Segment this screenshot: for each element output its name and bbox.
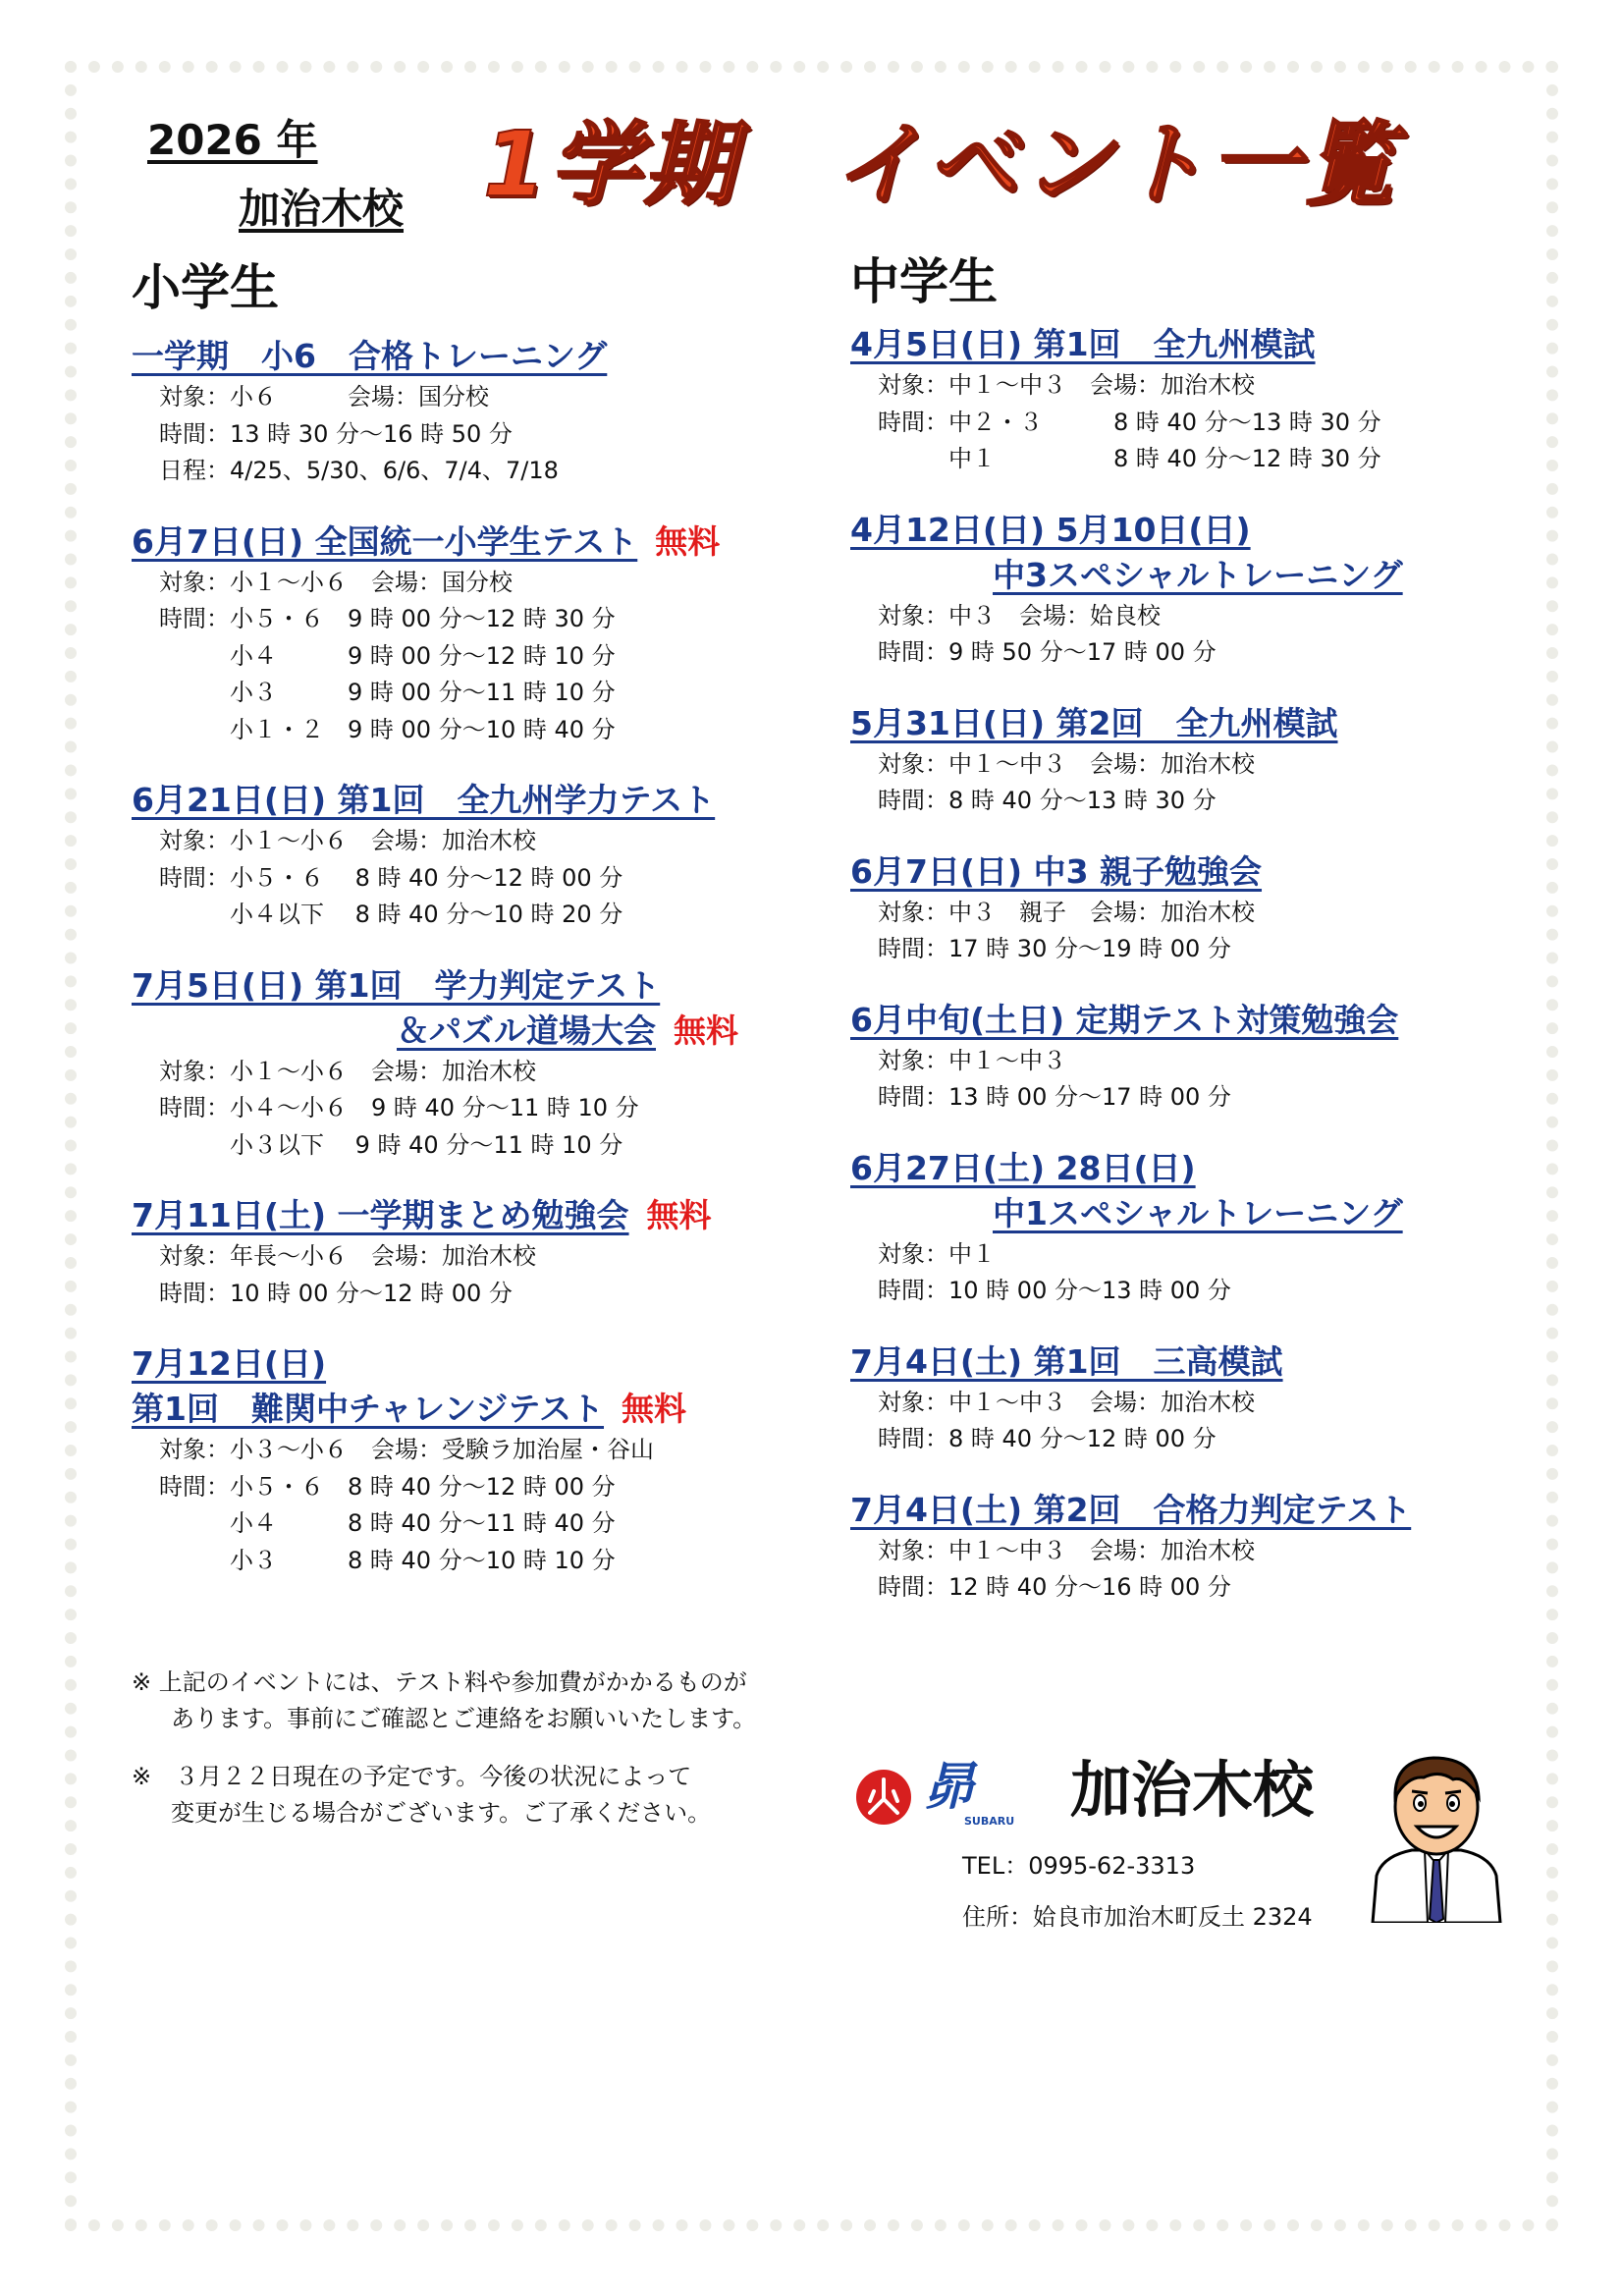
event-detail: 対象：小１～小６ 会場：国分校 — [159, 568, 513, 596]
event-detail: 中１ 8 時 40 分～12 時 30 分 — [878, 445, 1381, 472]
event-detail: 対象：中３ 親子 会場：加治木校 — [878, 898, 1255, 926]
event-title-text: 中1スペシャルトレーニング — [993, 1193, 1403, 1232]
event-detail: 小３以下 9 時 40 分～11 時 10 分 — [159, 1130, 623, 1159]
event-item — [850, 849, 1557, 968]
event-detail: 時間：小４～小６ 9 時 40 分～11 時 10 分 — [159, 1094, 639, 1121]
notes — [132, 1665, 819, 1853]
event-detail: 対象：中３ 会場：姶良校 — [878, 601, 1161, 629]
event-title — [850, 1146, 1557, 1191]
event-title — [132, 1009, 839, 1054]
teacher-mascot-icon — [1363, 1746, 1510, 1923]
phone-number: TEL：0995-62-3313 — [962, 1852, 1196, 1880]
event-detail: 対象：中１～中３ 会場：加治木校 — [878, 749, 1255, 778]
free-badge: 無料 — [646, 1196, 712, 1234]
event-item — [850, 1488, 1557, 1607]
event-title — [850, 998, 1557, 1043]
event-title — [850, 1339, 1557, 1385]
note-item — [132, 1759, 819, 1831]
event-title-text: 5月31日(日) 第2回 全九州模試 — [850, 703, 1338, 742]
event-detail: 時間：10 時 00 分～12 時 00 分 — [159, 1279, 513, 1307]
event-detail: 小３ 8 時 40 分～10 時 10 分 — [159, 1546, 616, 1574]
event-title-text: 7月4日(土) 第2回 合格力判定テスト — [850, 1490, 1412, 1529]
event-detail: 対象：中１～中３ 会場：加治木校 — [878, 1388, 1255, 1416]
event-item — [132, 334, 839, 490]
event-title — [132, 963, 839, 1009]
logo-text: 昴 — [923, 1758, 975, 1817]
event-detail: 対象：中１～中３ — [878, 1046, 1066, 1074]
event-detail: 時間：17 時 30 分～19 時 00 分 — [878, 935, 1231, 962]
event-title-text: 一学期 小6 合格トレーニング — [132, 337, 608, 375]
event-item — [850, 701, 1557, 820]
event-detail: 小３ 9 時 00 分～11 時 10 分 — [159, 679, 616, 706]
event-title-text: 6月7日(日) 全国統一小学生テスト — [132, 521, 638, 561]
event-title — [132, 334, 839, 379]
event-title — [850, 553, 1557, 598]
event-title-text: 6月21日(日) 第1回 全九州学力テスト — [132, 781, 716, 819]
event-title — [850, 1191, 1557, 1236]
free-badge: 無料 — [655, 521, 721, 561]
event-title-text: 第1回 難関中チャレンジテスト — [132, 1390, 605, 1428]
event-title-text: 6月中旬(土日) 定期テスト対策勉強会 — [850, 1000, 1399, 1039]
event-title — [850, 701, 1557, 746]
event-detail: 時間：中２・３ 8 時 40 分～13 時 30 分 — [878, 408, 1381, 436]
event-detail: 対象：小３～小６ 会場：受験ラ加治屋・谷山 — [159, 1436, 654, 1463]
event-item — [850, 998, 1557, 1117]
school-name: 加治木校 — [1070, 1754, 1315, 1826]
event-title-text: 中3スペシャルトレーニング — [993, 555, 1403, 594]
event-detail: 時間：13 時 00 分～17 時 00 分 — [878, 1083, 1231, 1111]
event-detail: 対象：中１～中３ 会場：加治木校 — [878, 1536, 1255, 1564]
junior-high-events — [850, 322, 1557, 1636]
event-detail: 時間：12 時 40 分～16 時 00 分 — [878, 1573, 1231, 1601]
event-title-text: 6月7日(日) 中3 親子勉強会 — [850, 851, 1263, 891]
logo-subtext: SUBARU — [964, 1815, 1015, 1828]
note-item — [132, 1665, 819, 1737]
header-year: 2026 年 — [147, 116, 318, 164]
event-detail: 対象：中１～中３ 会場：加治木校 — [878, 371, 1255, 399]
event-item — [132, 1193, 839, 1312]
event-item — [132, 1341, 839, 1579]
event-detail: 時間：10 時 00 分～13 時 00 分 — [878, 1277, 1231, 1304]
event-detail: 時間：9 時 50 分～17 時 00 分 — [878, 638, 1217, 666]
subaru-logo-icon — [856, 1770, 911, 1825]
elementary-heading: 小学生 — [132, 259, 279, 316]
event-detail: 時間：8 時 40 分～13 時 30 分 — [878, 787, 1217, 814]
event-title-text: 7月12日(日) — [132, 1344, 327, 1383]
event-detail: 時間：小５・６ 8 時 40 分～12 時 00 分 — [159, 1472, 616, 1501]
free-badge: 無料 — [674, 1011, 738, 1050]
event-title — [850, 849, 1557, 895]
event-item — [132, 778, 839, 934]
event-detail: 時間：小５・６ 8 時 40 分～12 時 00 分 — [159, 863, 623, 892]
event-title — [850, 508, 1557, 553]
event-detail: 対象：年長～小６ 会場：加治木校 — [159, 1242, 536, 1270]
event-detail: 対象：中１ — [878, 1239, 996, 1268]
event-title-text: 7月4日(土) 第1回 三高模試 — [850, 1341, 1283, 1381]
event-detail: 小４以下 8 時 40 分～10 時 20 分 — [159, 901, 623, 928]
note-line: ※ ３月２２日現在の予定です。今後の状況によって — [132, 1763, 692, 1790]
event-title-text: 7月5日(日) 第1回 学力判定テスト — [132, 965, 661, 1005]
event-title — [850, 1488, 1557, 1533]
junior-high-heading: 中学生 — [850, 253, 998, 310]
event-title-text: 4月5日(日) 第1回 全九州模試 — [850, 325, 1316, 363]
event-detail: 日程：4/25、5/30、6/6、7/4、7/18 — [159, 457, 559, 484]
event-item — [850, 508, 1557, 672]
event-detail: 小４ 9 時 00 分～12 時 10 分 — [159, 641, 616, 670]
event-item — [850, 1339, 1557, 1458]
event-detail: 時間：小５・６ 9 時 00 分～12 時 30 分 — [159, 605, 616, 632]
note-line: あります。事前にご確認とご連絡をお願いいたします。 — [171, 1705, 757, 1732]
event-title-text: 7月11日(土) 一学期まとめ勉強会 — [132, 1196, 629, 1234]
event-title — [132, 778, 839, 823]
event-title-text: ＆パズル道場大会 — [397, 1011, 656, 1050]
event-detail: 対象：小６ 会場：国分校 — [159, 383, 489, 410]
event-item — [132, 519, 839, 749]
page-title: 1学期 イベント一覧 — [483, 112, 1399, 217]
header-school: 加治木校 — [239, 185, 405, 233]
event-detail: 時間：13 時 30 分～16 時 50 分 — [159, 419, 513, 448]
elementary-events — [132, 334, 839, 1609]
event-item — [850, 1146, 1557, 1310]
event-detail: 対象：小１～小６ 会場：加治木校 — [159, 1057, 536, 1085]
free-badge: 無料 — [622, 1390, 687, 1428]
event-item — [132, 963, 839, 1165]
event-title — [132, 519, 839, 565]
address: 住所：姶良市加治木町反土 2324 — [962, 1903, 1313, 1931]
note-line: 変更が生じる場合がございます。ご了承ください。 — [171, 1799, 712, 1827]
event-detail: 小１・２ 9 時 00 分～10 時 40 分 — [159, 715, 616, 743]
event-title — [132, 1341, 839, 1387]
event-title-text: 4月12日(日) 5月10日(日) — [850, 510, 1251, 549]
event-detail: 時間：8 時 40 分～12 時 00 分 — [878, 1425, 1217, 1452]
event-title-text: 6月27日(土) 28日(日) — [850, 1148, 1196, 1187]
note-line: ※ 上記のイベントには、テスト料や参加費がかかるものが — [132, 1668, 747, 1696]
event-title — [132, 1387, 839, 1432]
event-item — [850, 322, 1557, 478]
event-detail: 対象：小１～小６ 会場：加治木校 — [159, 827, 536, 854]
event-title — [850, 322, 1557, 367]
event-title — [132, 1193, 839, 1238]
event-detail: 小４ 8 時 40 分～11 時 40 分 — [159, 1509, 616, 1537]
